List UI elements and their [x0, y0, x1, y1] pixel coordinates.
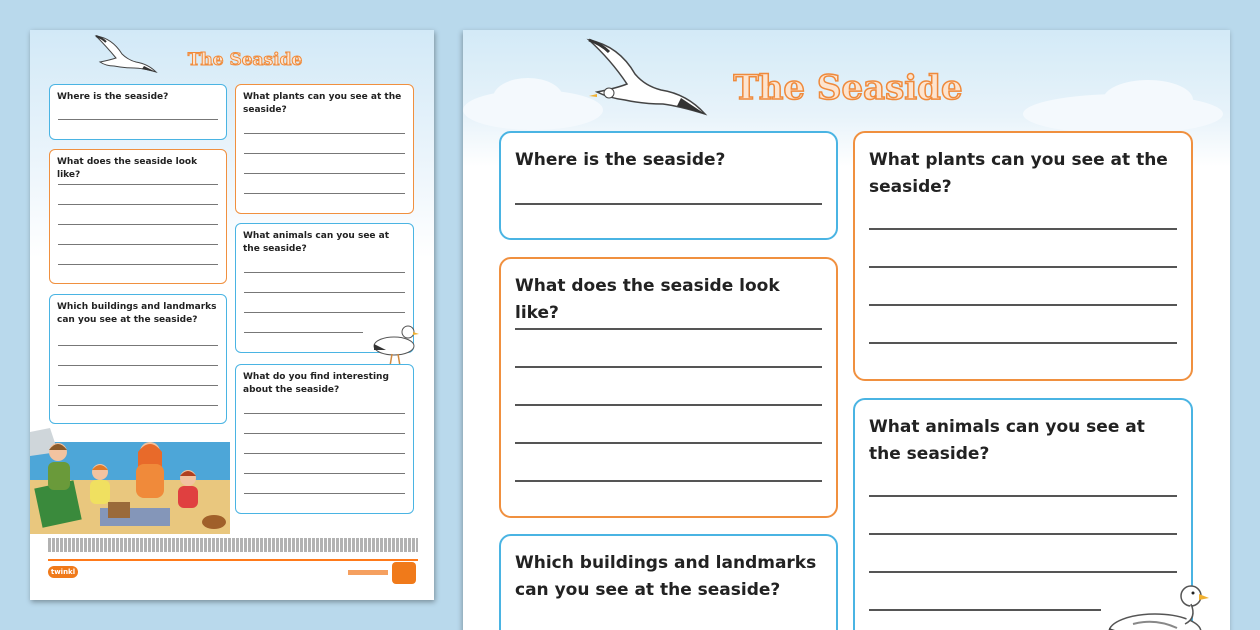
answer-line — [58, 405, 218, 406]
answer-line — [244, 153, 405, 154]
seagull-flying-icon — [92, 32, 160, 74]
answer-line — [58, 264, 218, 265]
question-text: What plants can you see at the seaside? — [869, 150, 1168, 197]
answer-line — [244, 292, 405, 293]
question-text: Where is the seaside? — [57, 92, 169, 102]
answer-line — [515, 366, 822, 368]
answer-line — [58, 345, 218, 346]
answer-line — [515, 203, 822, 205]
question-text: What plants can you see at the seaside? — [243, 92, 402, 115]
seagull-standing-icon — [1103, 578, 1213, 630]
answer-line — [244, 193, 405, 194]
answer-line — [869, 495, 1177, 497]
answer-line — [244, 272, 405, 273]
question-text: What animals can you see at the seaside? — [869, 417, 1145, 464]
worksheet-closeup — [463, 30, 1230, 630]
answer-line — [244, 332, 363, 333]
answer-line — [244, 413, 405, 414]
answer-line — [244, 133, 405, 134]
answer-line — [58, 119, 218, 120]
worksheet-title: The Seaside — [733, 68, 963, 108]
badge-logo — [392, 562, 416, 584]
cloud — [1103, 80, 1193, 120]
answer-line — [515, 442, 822, 444]
answer-line — [58, 184, 218, 185]
question-box-look-like — [499, 257, 838, 518]
answer-line — [244, 473, 405, 474]
answer-line — [58, 365, 218, 366]
question-text: What animals can you see at the seaside? — [243, 231, 390, 254]
question-box-plants — [235, 84, 414, 214]
question-text: What does the seaside look like? — [515, 276, 780, 323]
question-text: Which buildings and landmarks can you see at the seaside? — [515, 553, 817, 600]
answer-line — [58, 204, 218, 205]
question-box-where — [49, 84, 227, 140]
answer-line — [244, 453, 405, 454]
answer-line — [869, 266, 1177, 268]
answer-line — [869, 533, 1177, 535]
seagull-flying-icon — [583, 36, 713, 116]
seagull-standing-icon — [370, 320, 422, 368]
question-box-buildings — [49, 294, 227, 424]
worksheet-thumbnail — [30, 30, 434, 600]
footer-url — [348, 570, 388, 575]
footer-fine-print — [48, 538, 418, 552]
question-text: What does the seaside look like? — [57, 157, 198, 180]
answer-line — [58, 224, 218, 225]
answer-line — [869, 304, 1177, 306]
cloud — [493, 78, 563, 118]
question-box-look-like — [49, 149, 227, 284]
answer-line — [58, 244, 218, 245]
question-box-interesting — [235, 364, 414, 514]
answer-line — [869, 228, 1177, 230]
answer-line — [244, 433, 405, 434]
question-box-plants — [853, 131, 1193, 381]
answer-line — [515, 480, 822, 482]
answer-line — [869, 571, 1177, 573]
family-beach-illustration — [30, 422, 230, 534]
footer-divider — [48, 559, 418, 561]
answer-line — [244, 173, 405, 174]
answer-line — [244, 493, 405, 494]
question-text: What do you find interesting about the seaside? — [243, 372, 389, 395]
question-box-buildings — [499, 534, 838, 630]
answer-line — [869, 609, 1101, 611]
question-text: Which buildings and landmarks can you see at the seaside? — [57, 302, 217, 325]
worksheet-title: The Seaside — [187, 50, 303, 70]
answer-line — [58, 385, 218, 386]
twinkl-logo: twinkl — [48, 566, 78, 578]
answer-line — [244, 312, 405, 313]
question-text: Where is the seaside? — [515, 150, 726, 170]
question-box-where — [499, 131, 838, 240]
answer-line — [869, 342, 1177, 344]
answer-line — [515, 328, 822, 330]
answer-line — [515, 404, 822, 406]
